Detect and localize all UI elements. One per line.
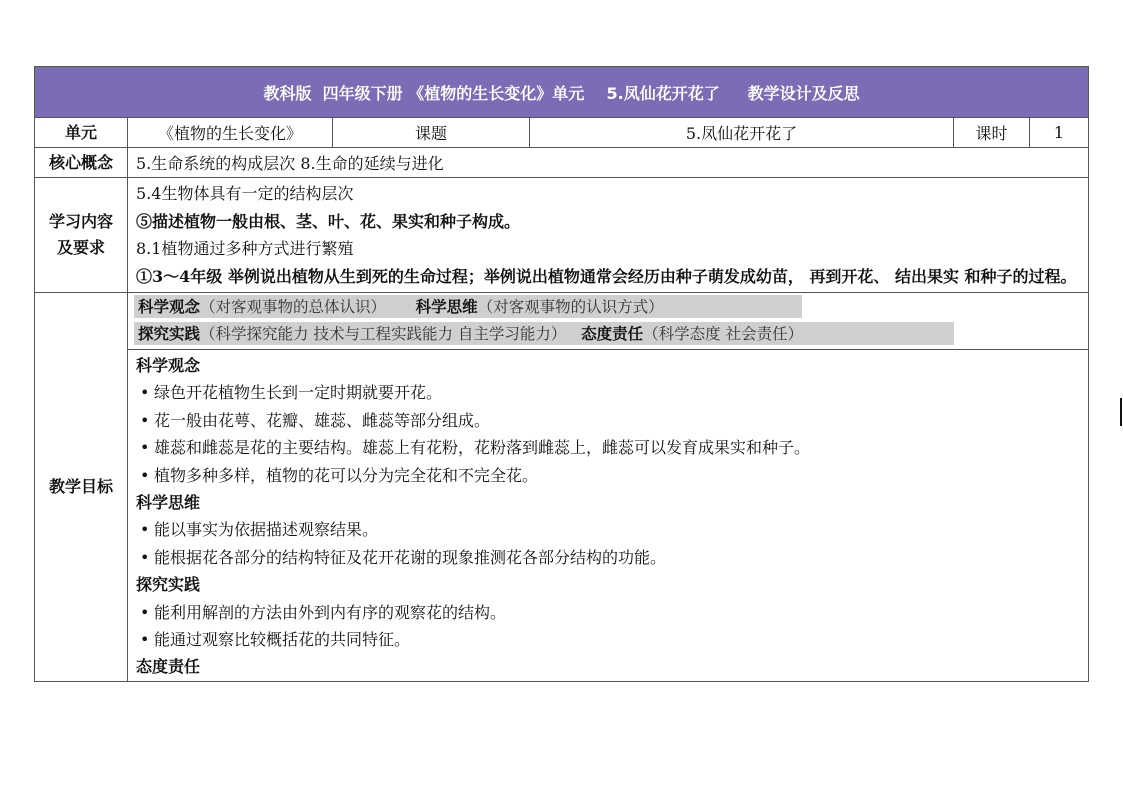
core-concept-value: 5.生命系统的构成层次 8.生命的延续与进化 [128,148,1089,178]
info-row [35,118,1089,148]
requirement-line: ①3～4年级 举例说出植物从生到死的生命过程；举例说出植物通常会经历由种子萌发成幼苗， 再到开花、 结出果实 和种子的过程。 [136,266,1077,286]
objective-item: • 能根据花各部分的结构特征及花开花谢的现象推测花各部分结构的功能。 [136,544,1080,571]
objectives-content [128,350,1089,682]
objective-item: • 能通过观察比较概括花的共同特征。 [136,626,1080,653]
banner-unit: 《植物的生长变化》单元 [408,83,585,103]
lesson-plan-table [34,66,1089,682]
title-banner [35,67,1089,118]
objective-section-title: 科学观念 [136,356,201,375]
banner-doc-type: 教学设计及反思 [747,83,860,103]
banner-grade: 四年级下册 [322,83,403,103]
learning-requirements-label-line1: 学习内容 [48,212,113,231]
legend-head: 科学观念 [138,297,201,316]
unit-value: 《植物的生长变化》 [128,118,333,148]
topic-label: 课题 [333,118,530,148]
period-value: 1 [1030,118,1089,148]
legend-head: 科学思维 [415,297,478,316]
objective-item: • 能以事实为依据描述观察结果。 [136,516,1080,543]
objective-item: • 雄蕊和雌蕊是花的主要结构。雄蕊上有花粉，花粉落到雌蕊上，雌蕊可以发育成果实和种子。 [136,434,1080,461]
legend-bar-2 [134,322,954,345]
objective-item: • 植物多种多样，植物的花可以分为完全花和不完全花。 [136,462,1080,489]
legend-desc: （科学态度 社会责任） [643,325,804,343]
title-banner-row [35,67,1089,118]
legend-head: 探究实践 [138,324,201,343]
objectives-legend-row [35,293,1089,350]
core-concept-label: 核心概念 [35,148,128,178]
banner-publisher: 教科版 [263,83,312,103]
legend-desc: （科学探究能力 技术与工程实践能力 自主学习能力） [200,325,567,343]
learning-requirements-content [128,178,1089,293]
requirement-line: 5.4生物体具有一定的结构层次 [136,184,354,203]
unit-label: 单元 [35,118,128,148]
requirement-line: 8.1植物通过多种方式进行繁殖 [136,239,354,258]
objective-item: • 绿色开花植物生长到一定时期就要开花。 [136,379,1080,406]
learning-requirements-row [35,178,1089,293]
core-concept-row [35,148,1089,178]
legend-head: 态度责任 [581,324,644,343]
objective-section-title: 科学思维 [136,493,201,513]
objective-section-title: 态度责任 [136,657,201,677]
page-edge-marker [1120,398,1122,426]
objective-section-title: 探究实践 [136,575,201,595]
objectives-label: 教学目标 [35,293,128,682]
learning-requirements-label [35,178,128,293]
objectives-legend [128,293,1089,350]
banner-lesson: 5.凤仙花开花了 [606,83,720,103]
objectives-content-row [35,350,1089,682]
period-label: 课时 [954,118,1030,148]
topic-value: 5.凤仙花开花了 [530,118,954,148]
objective-item: • 花一般由花萼、花瓣、雄蕊、雌蕊等部分组成。 [136,407,1080,434]
legend-bar-1 [134,295,802,318]
requirement-line: ⑤描述植物一般由根、茎、叶、花、果实和种子构成。 [136,211,521,231]
learning-requirements-label-line2: 及要求 [56,238,105,257]
legend-desc: （对客观事物的总体认识） [200,298,387,316]
legend-desc: （对客观事物的认识方式） [477,298,664,316]
objective-item: • 能利用解剖的方法由外到内有序的观察花的结构。 [136,599,1080,626]
